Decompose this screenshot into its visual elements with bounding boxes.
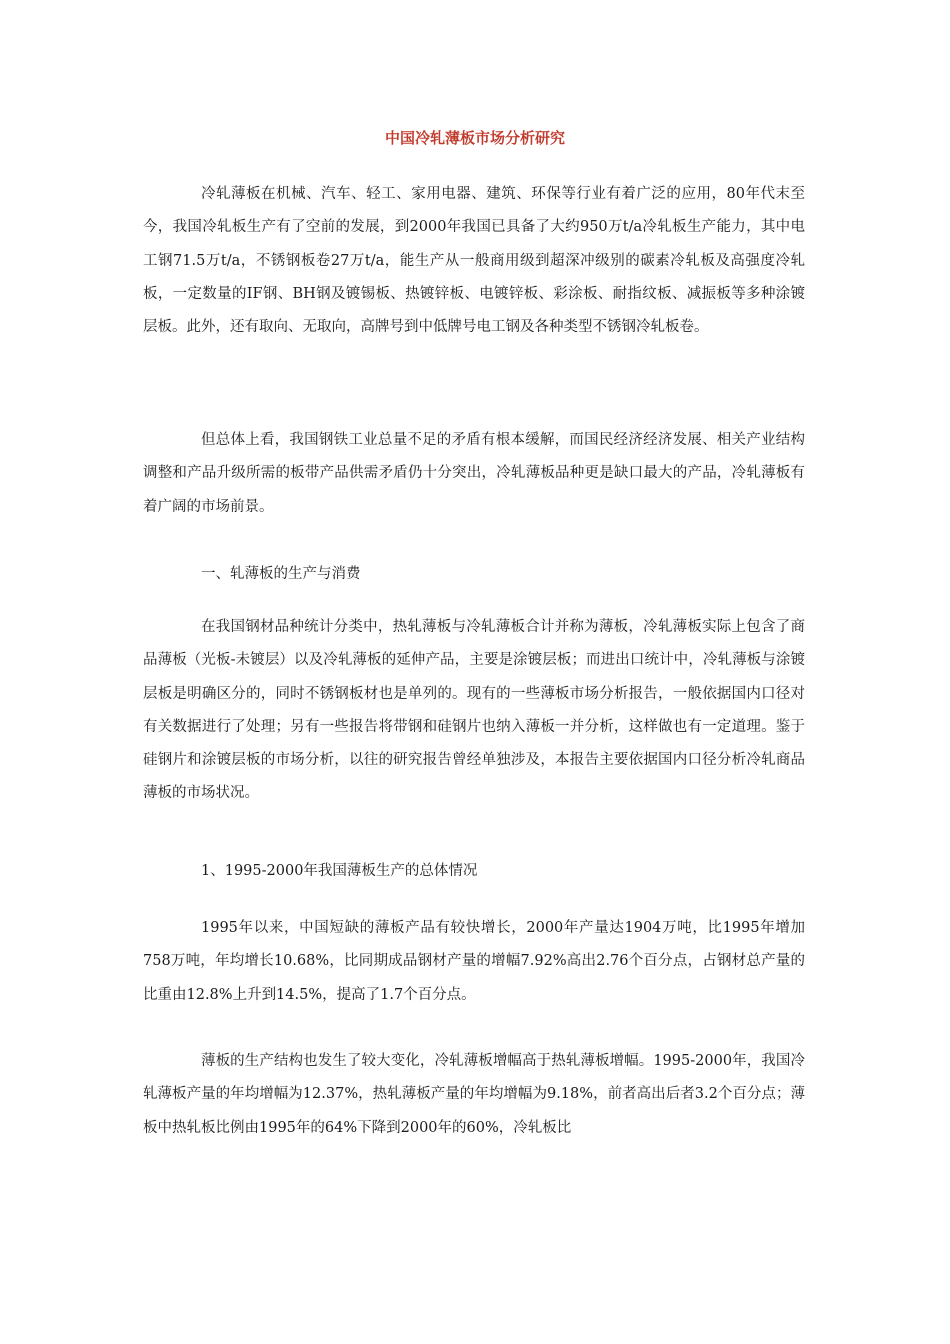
paragraph-intro: 冷轧薄板在机械、汽车、轻工、家用电器、建筑、环保等行业有着广泛的应用，80年代末至今，我国冷轧板生产有了空前的发展，到2000年我国已具备了大约950万t/a冷轧板生产能力，其中电工钢71.5万t/a，不锈钢板卷27万t/a，能生产从一般商用级到超深冲级别的碳素冷轧板及高强度冷轧板，一定数量的IF钢、BH钢及镀锡板、热镀锌板、电镀锌板、彩涂板、耐指纹板、减振板等多种涂镀层板。此外，还有取向、无取向，高牌号到中低牌号电工钢及各种类型不锈钢冷轧板卷。 [143, 186, 805, 336]
paragraph-overview: 但总体上看，我国钢铁工业总量不足的矛盾有根本缓解，而国民经济经济发展、相关产业结构调整和产品升级所需的板带产品供需矛盾仍十分突出，冷轧薄板品种更是缺口最大的产品，冷轧薄板有着广阔的市场前景。 [143, 432, 805, 515]
document-title: 中国冷轧薄板市场分析研究 [384, 129, 565, 147]
paragraph-structure: 薄板的生产结构也发生了较大变化，冷轧薄板增幅高于热轧薄板增幅。1995-2000年，我国冷轧薄板产量的年均增幅为12.37%，热轧薄板产量的年均增幅为9.18%，前者高出后者3.2个百分点；薄板中热轧板比例由1995年的64%下降到2000年的60%，冷轧板比 [143, 1053, 805, 1136]
subsection-heading-1995-2000: 1、1995-2000年我国薄板生产的总体情况 [201, 863, 478, 879]
paragraph-growth: 1995年以来，中国短缺的薄板产品有较快增长，2000年产量达1904万吨，比1995年增加758万吨，年均增长10.68%，比同期成品钢材产量的增幅7.92%高出2.76个百分点，占钢材总产量的比重由12.8%上升到14.5%，提高了1.7个百分点。 [143, 920, 805, 1003]
section-heading-production-consumption: 一、轧薄板的生产与消费 [201, 566, 361, 582]
paragraph-classification: 在我国钢材品种统计分类中，热轧薄板与冷轧薄板合计并称为薄板，冷轧薄板实际上包含了商品薄板（光板-未镀层）以及冷轧薄板的延伸产品，主要是涂镀层板；而进出口统计中，冷轧薄板与涂镀层板是明确区分的，同时不锈钢板材也是单列的。现有的一些薄板市场分析报告，一般依据国内口径对有关数据进行了处理；另有一些报告将带钢和硅钢片也纳入薄板一并分析，这样做也有一定道理。鉴于硅钢片和涂镀层板的市场分析，以往的研究报告曾经单独涉及，本报告主要依据国内口径分析冷轧商品薄板的市场状况。 [143, 619, 805, 802]
